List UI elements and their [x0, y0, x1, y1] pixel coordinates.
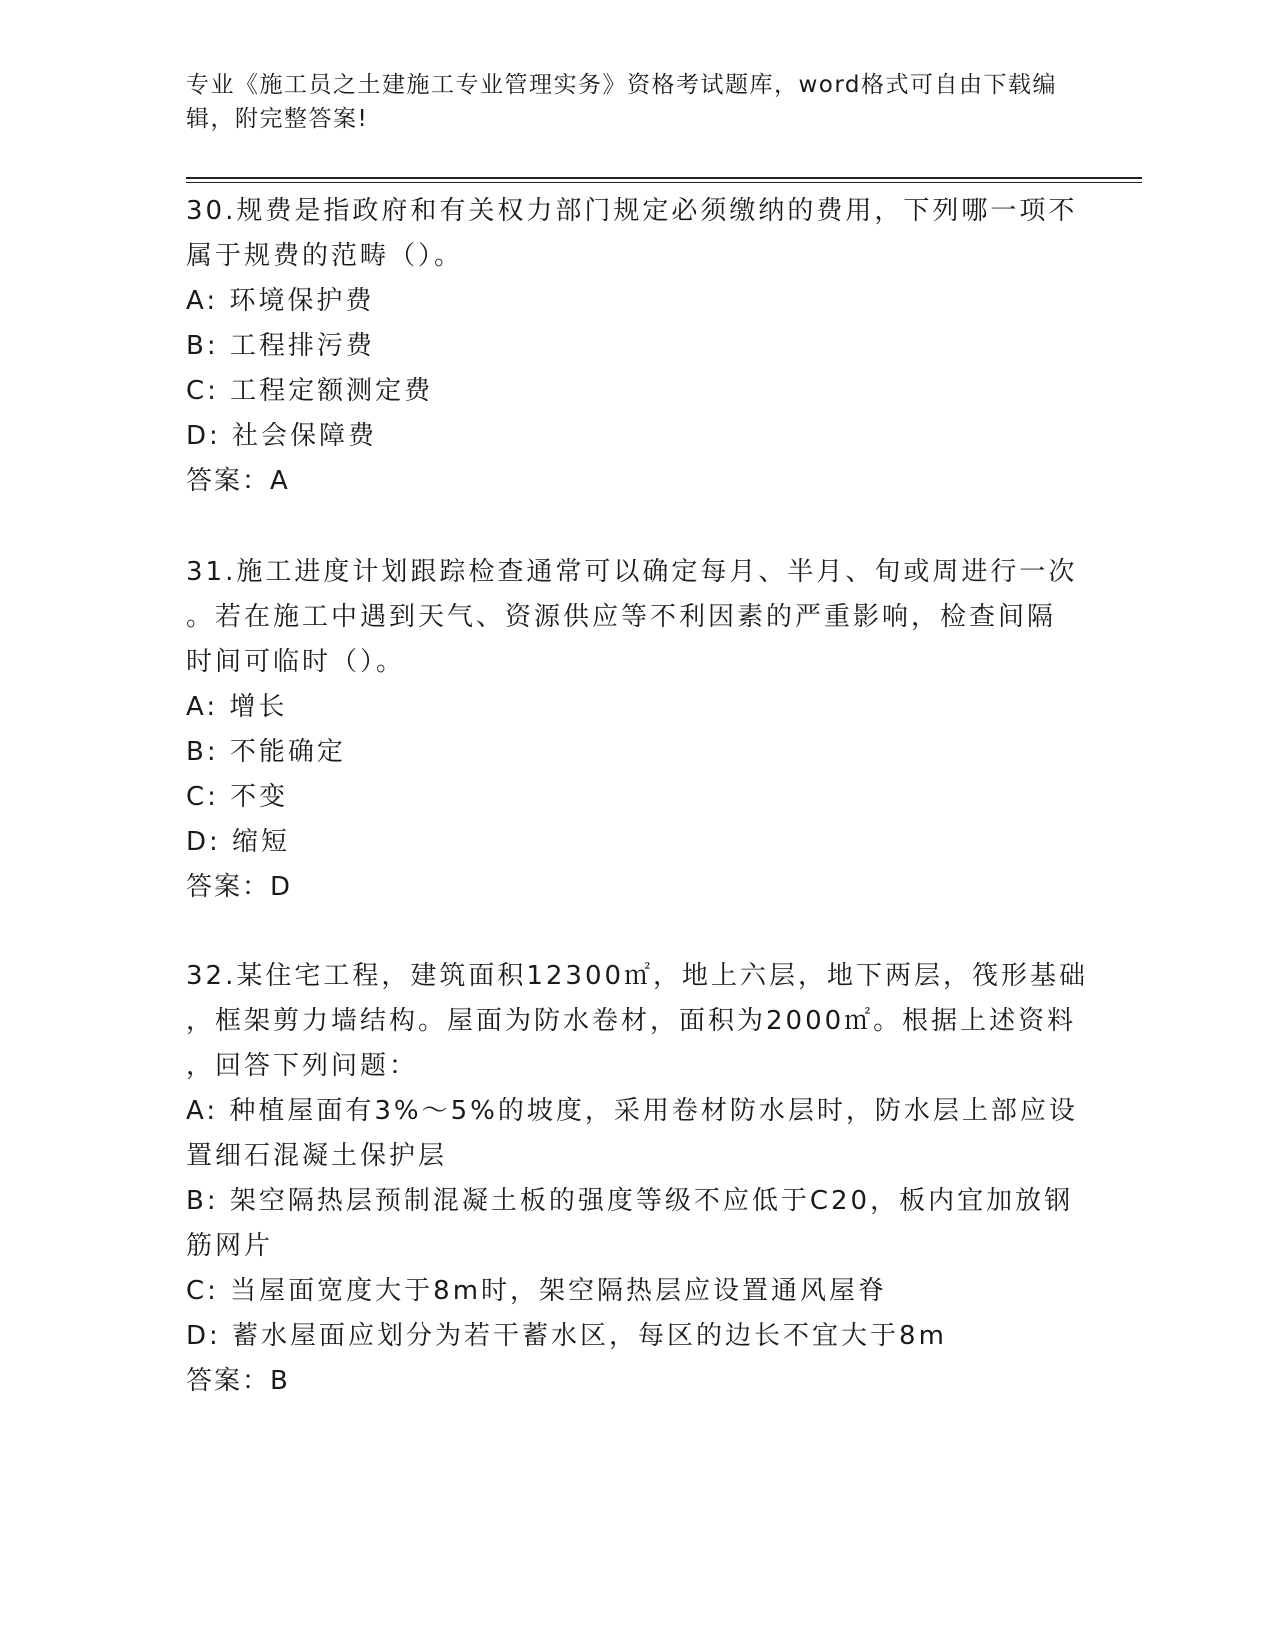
question-text-line: ，回答下列问题：: [186, 1051, 419, 1081]
option-a: A: 种植屋面有3%～5%的坡度，采用卷材防水层时，防水层上部应设: [186, 1096, 1078, 1126]
answer-line: 答案：D: [186, 872, 293, 902]
question-31: [186, 550, 1086, 910]
question-text-line: 31.施工进度计划跟踪检查通常可以确定每月、半月、旬或周进行一次: [186, 557, 1078, 587]
option-d: D: 蓄水屋面应划分为若干蓄水区，每区的边长不宜大于8m: [186, 1321, 947, 1351]
header-divider-thin: [186, 182, 1142, 183]
option-a-continued: 置细石混凝土保护层: [186, 1141, 448, 1171]
option-c: C: 不变: [186, 782, 289, 812]
option-a: A: 增长: [186, 692, 288, 722]
answer-line: 答案：B: [186, 1366, 290, 1396]
option-b-continued: 筋网片: [186, 1231, 274, 1261]
option-b: B: 工程排污费: [186, 331, 375, 361]
option-c: C: 当屋面宽度大于8m时，架空隔热层应设置通风屋脊: [186, 1276, 888, 1306]
header-line-2: 辑，附完整答案!: [186, 106, 369, 132]
answer-line: 答案：A: [186, 466, 290, 496]
option-a: A: 环境保护费: [186, 286, 375, 316]
question-text-line: 属于规费的范畴（）。: [186, 241, 464, 271]
question-32: [186, 954, 1089, 1404]
header-divider-thick: [186, 177, 1142, 179]
option-b: B: 架空隔热层预制混凝土板的强度等级不应低于C20，板内宜加放钢: [186, 1186, 1074, 1216]
option-b: B: 不能确定: [186, 737, 346, 767]
option-d: D: 缩短: [186, 827, 291, 857]
question-text-line: 。若在施工中遇到天气、资源供应等不利因素的严重影响，检查间隔: [186, 602, 1057, 632]
document-header: [186, 68, 1066, 136]
question-text-line: 30.规费是指政府和有关权力部门规定必须缴纳的费用，下列哪一项不: [186, 196, 1078, 226]
question-text-line: 时间可临时（）。: [186, 647, 406, 677]
question-30: [186, 189, 1086, 504]
question-text-line: ，框架剪力墙结构。屋面为防水卷材，面积为2000㎡。根据上述资料: [186, 1006, 1077, 1036]
question-text-line: 32.某住宅工程，建筑面积12300㎡，地上六层，地下两层，筏形基础: [186, 961, 1089, 991]
header-line-1: 专业《施工员之土建施工专业管理实务》资格考试题库，word格式可自由下载编: [186, 72, 1058, 98]
option-d: D: 社会保障费: [186, 421, 378, 451]
option-c: C: 工程定额测定费: [186, 376, 434, 406]
